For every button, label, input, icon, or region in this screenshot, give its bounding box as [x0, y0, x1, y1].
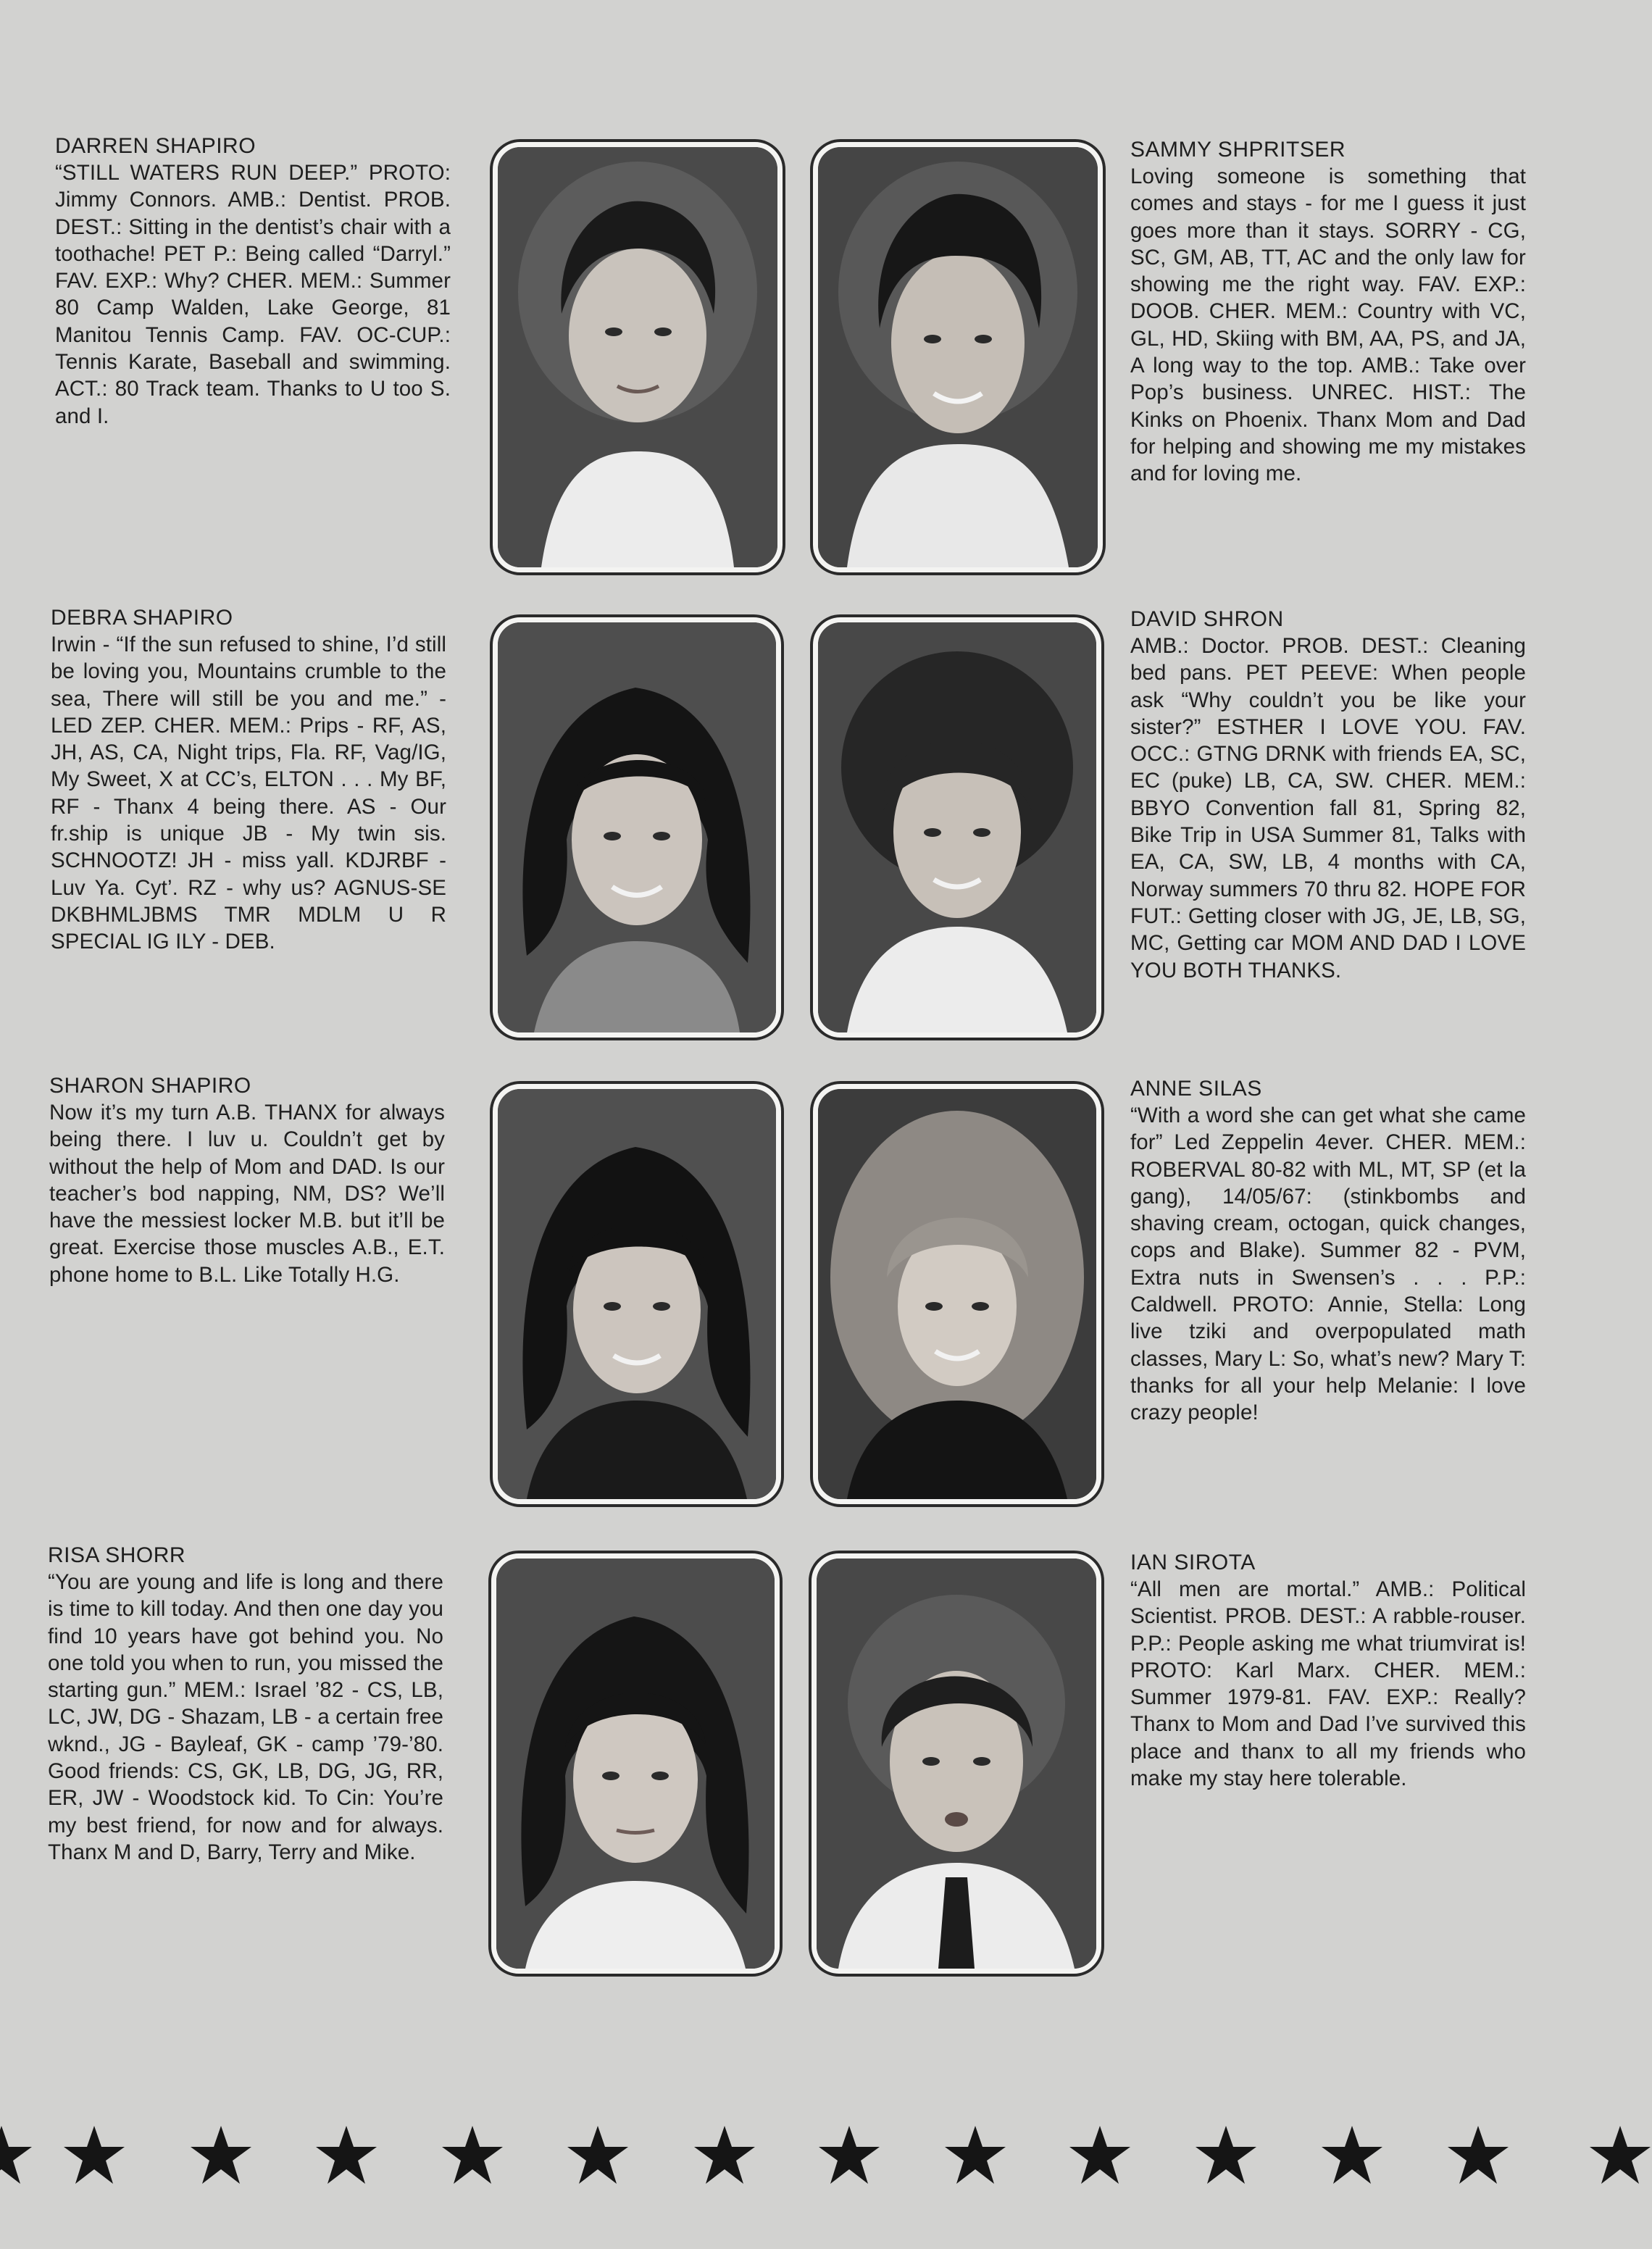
student-bio — [48, 1542, 443, 1866]
student-text: Now it’s my turn A.B. THANX for always being there. I luv u. Couldn’t get by without the help of Mom and DAD. Is our teacher’s bod napping, NM, DS? We’ll have the messiest locker M.B. but it’ll be great. Exercise those muscles A.B., E.T. phone home to B.L. Like Totally H.G. — [49, 1101, 445, 1287]
student-text: Irwin - “If the sun refused to shine, I’d still be loving you, Mountains crumble to the sea, There will still be you and me.” - LED ZEP. CHER. MEM.: Prips - RF, AS, JH, AS, CA, Night trips, Fla. RF, Vag/IG, My Sweet, X at CC’s, ELTON . . . My BF, RF - Thanx 4 being there. AS - Our fr.ship is unique JB - My twin sis. SCHNOOTZ! JH - miss yall. KDJRBF - Luv Ya. Cyt’. RZ - why us? AGNUS-SE DKBHMLJBMS TMR MDLM U R SPECIAL IG ILY - DEB. — [51, 633, 446, 954]
student-bio — [1130, 136, 1526, 488]
student-portrait — [812, 1553, 1101, 1974]
student-portrait — [493, 617, 781, 1038]
student-text: “You are young and life is long and there is time to kill today. And then one day you find 10 years have got behind you. No one told you when to run, you missed the starting gun.” MEM.: Israel ’82 - CS, LB, LC, JW, DG - Shazam, LB - a certain free wknd., JG - Bayleaf, GK - camp ’79-’80. Good friends: CS, GK, LB, DG, JG, RR, ER, JW - Woodstock kid. To Cin: You’re my best friend, for now and for always. Thanx M and D, Barry, Terry and Mike. — [48, 1570, 443, 1864]
student-text: “With a word she can get what she came for” Led Zeppelin 4ever. CHER. MEM.: ROBERVAL 80-82 with ML, MT, SP (et la gang), 14/05/67: (stinkbombs and shaving cream, octogan, quick changes, cops and Blake). Summer 82 - PVM, Extra nuts in Swensen’s . . . P.P.: Caldwell. PROTO: Annie, Stella: Long live tziki and overpopulated math classes, Mary L: So, what’s new? Mary T: thanks for all your help Melanie: I love crazy people! — [1130, 1103, 1526, 1425]
student-name: IAN SIROTA — [1130, 1551, 1256, 1574]
student-name: SHARON SHAPIRO — [49, 1074, 251, 1098]
student-portrait — [491, 1553, 780, 1974]
star-icon — [694, 2126, 755, 2184]
star-icon — [64, 2126, 125, 2184]
star-icon — [1196, 2126, 1256, 2184]
student-portrait — [813, 1084, 1101, 1504]
star-icon — [945, 2126, 1006, 2184]
student-text: “STILL WATERS RUN DEEP.” PROTO: Jimmy Connors. AMB.: Dentist. PROB. DEST.: Sitting in the dentist’s chair with a toothache! PET P.: Being called “Darryl.” FAV. EXP.: Why? CHER. MEM.: Summer 80 Camp Walden, Lake George, 81 Manitou Tennis Camp. FAV. OC-CUP.: Tennis Karate, Baseball and swimming. ACT.: 80 Track team. Thanks to U too S. and I. — [55, 161, 451, 428]
star-icon — [1069, 2126, 1130, 2184]
star-icon — [0, 2126, 32, 2184]
star-icon — [1590, 2126, 1651, 2184]
student-portrait — [813, 142, 1103, 572]
student-name: RISA SHORR — [48, 1543, 186, 1567]
student-name: DEBRA SHAPIRO — [51, 606, 233, 630]
star-border — [0, 2108, 1652, 2203]
student-bio — [1130, 1075, 1526, 1427]
student-bio — [1130, 1549, 1526, 1792]
student-bio — [49, 1072, 445, 1288]
star-icon — [442, 2126, 503, 2184]
student-portrait — [493, 1084, 781, 1504]
student-bio — [1130, 606, 1526, 984]
star-icon — [819, 2126, 880, 2184]
student-bio — [51, 604, 446, 956]
star-icon — [191, 2126, 251, 2184]
student-name: SAMMY SHPRITSER — [1130, 138, 1346, 162]
student-name: ANNE SILAS — [1130, 1077, 1262, 1101]
student-text: Loving someone is something that comes and stays - for me I guess it just goes more than it stays. SORRY - CG, SC, GM, AB, TT, AC and the only law for showing me the right way. FAV. EXP.: DOOB. CHER. MEM.: Country with VC, GL, HD, Skiing with BM, AA, PS, and JA, A long way to the top. AMB.: Take over Pop’s business. UNREC. HIST.: The Kinks on Phoenix. Thanx Mom and Dad for helping and showing me my mistakes and for loving me. — [1130, 164, 1526, 486]
student-portrait — [493, 142, 783, 572]
student-text: AMB.: Doctor. PROB. DEST.: Cleaning bed pans. PET PEEVE: When people ask “Why couldn’t you be like your sister?” ESTHER I LOVE YOU. FAV. OCC.: GTNG DRNK with friends EA, SC, EC (puke) LB, CA, SW. CHER. MEM.: BBYO Convention fall 81, Spring 82, Bike Trip in USA Summer 81, Talks with EA, CA, SW, LB, 4 months with CA, Norway summers 70 thru 82. HOPE FOR FUT.: Getting closer with JG, JE, LB, SG, MC, Getting car MOM AND DAD I LOVE YOU BOTH THANKS. — [1130, 634, 1526, 982]
student-name: DAVID SHRON — [1130, 607, 1284, 631]
star-icon — [1448, 2126, 1509, 2184]
student-text: “All men are mortal.” AMB.: Political Scientist. PROB. DEST.: A rabble-rouser. P.P.: People asking me what triumvirat is! PROTO: Karl Marx. CHER. MEM.: Summer 1979-81. FAV. EXP.: Really? Thanx to Mom and Dad I’ve survived this place and thanx to all my friends who make my stay here tolerable. — [1130, 1577, 1526, 1791]
student-name: DARREN SHAPIRO — [55, 134, 256, 158]
star-icon — [316, 2126, 377, 2184]
student-portrait — [813, 617, 1101, 1038]
student-bio — [55, 133, 451, 430]
star-icon — [567, 2126, 628, 2184]
star-icon — [1322, 2126, 1382, 2184]
